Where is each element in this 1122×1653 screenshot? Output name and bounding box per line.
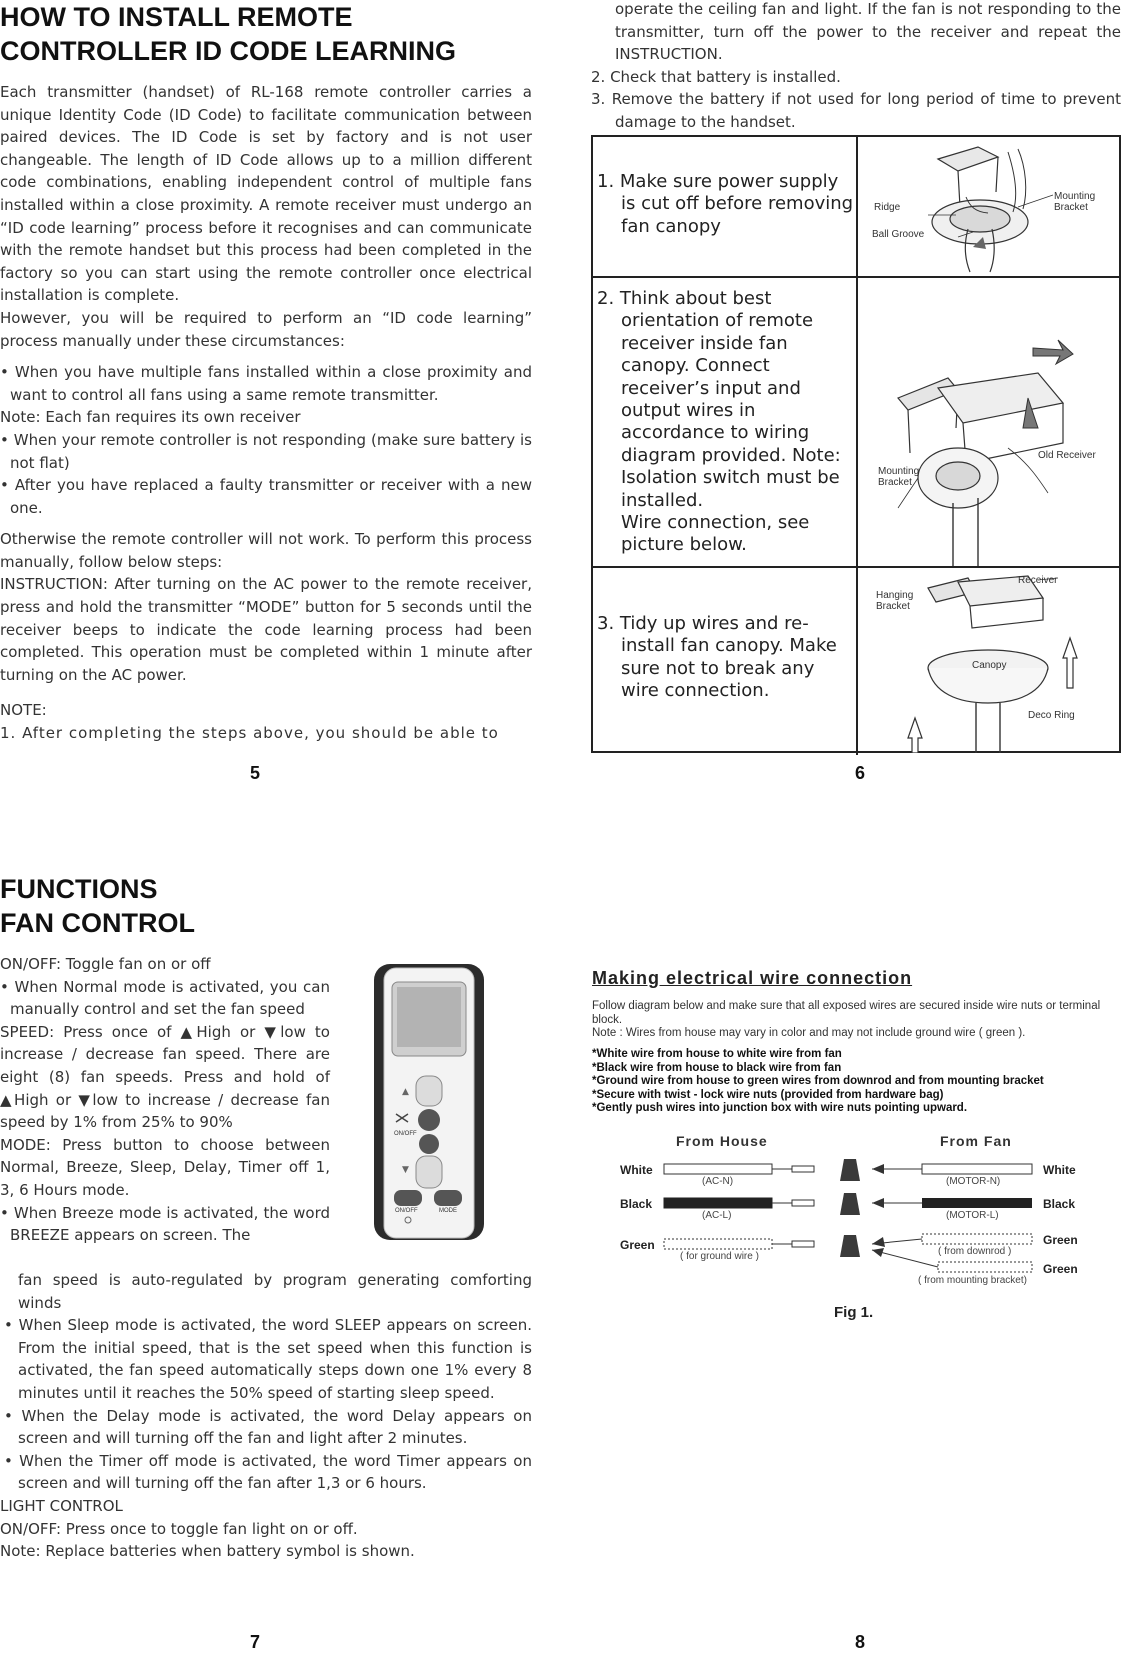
fan-white-label: White	[1043, 1163, 1076, 1177]
page-number-5: 5	[250, 763, 261, 783]
page7-title-line1: FUNCTIONS	[0, 874, 158, 904]
page7-title-line2: FAN CONTROL	[0, 908, 195, 938]
fan-onoff-text: ON/OFF: Toggle fan on or off	[0, 955, 211, 973]
label-hanging-bracket: Bracket	[876, 601, 910, 612]
wire-description	[592, 1000, 1112, 1041]
page-number-7: 7	[250, 1632, 261, 1652]
ac-l-label: (AC-L)	[702, 1210, 732, 1221]
breeze-text-b: fan speed is auto-regulated by program generating comforting winds	[18, 1271, 532, 1312]
note-3: 3. Remove the battery if not used for long period of time to prevent damage to the handset.	[591, 90, 1121, 131]
label-bracket-1: Bracket	[1054, 202, 1088, 213]
instruction-paragraph: INSTRUCTION: After turning on the AC power to the remote receiver, press and hold the transmitter “MODE” button for 5 seconds until the receiver beeps to indicate the code learning process had been completed. This operation must be completed within 1 minute after turning on the AC power.	[0, 575, 532, 684]
fan-green-bracket-label: Green	[1043, 1262, 1078, 1276]
label-old-receiver: Old Receiver	[1038, 450, 1096, 461]
step-2-figure	[858, 278, 1119, 566]
step-1-label: 1. Make sure power supply is cut off before removing fan canopy	[597, 171, 854, 237]
receiver-orientation-illustration	[858, 278, 1120, 566]
step-1-text	[593, 137, 858, 276]
page6-notes	[591, 0, 1121, 134]
wiring-lines	[592, 1125, 1122, 1315]
remote-controller-drawing	[372, 962, 486, 1242]
svg-text:▲: ▲	[402, 1087, 409, 1097]
from-house-heading: From House	[676, 1133, 768, 1149]
step-2-text	[593, 278, 858, 566]
wire-desc-2: Note : Wires from house may vary in color and may not include ground wire ( green ).	[592, 1027, 1026, 1039]
remote-onoff-button-label: ON/OFF	[395, 1208, 418, 1214]
page5-title-line2: CONTROLLER ID CODE LEARNING	[0, 36, 456, 66]
wiring-diagram	[592, 1125, 1122, 1315]
label-ball-groove: Ball Groove	[872, 229, 925, 240]
however-paragraph: However, you will be required to perform an “ID code learning” process manually under these circumstances:	[0, 308, 532, 350]
page-number-8: 8	[855, 1632, 866, 1652]
wire-rule: *Secure with twist - lock wire nuts (provided from hardware bag)	[592, 1088, 944, 1101]
wire-connection-title: Making electrical wire connection	[592, 968, 913, 988]
intro-paragraph: Each transmitter (handset) of RL-168 remote controller carries a unique Identity Code (ID Code) to facilitate communication between paired devices. The ID Code is set by factory and is not user changeable. The length of ID Code allows up to a million different code combinations, enabling independent control of multiple fans installed within a close proximity. A remote receiver must undergo an “ID code learning” process before it recognises and can communicate with the remote handset but this process had been completed in the factory so you can start using the remote controller once electrical installation is complete.	[0, 83, 532, 305]
label-mounting-2: Mounting	[878, 466, 920, 477]
remote-controller-image	[372, 962, 486, 1242]
page7-title	[0, 872, 195, 940]
page5-title-line1: HOW TO INSTALL REMOTE	[0, 2, 353, 32]
page5-title	[0, 0, 456, 68]
page7-full-column	[0, 1269, 532, 1563]
bullet-multiple-fans: • When you have multiple fans installed within a close proximity and want to control all fans using a same remote transmitter.	[0, 363, 532, 404]
note-1-continued: operate the ceiling fan and light. If the fan is not responding to the transmitter, turn off the power to the receiver and repeat the INSTRUCTION.	[615, 0, 1121, 64]
bullet-replaced: • After you have replaced a faulty transmitter or receiver with a new one.	[0, 476, 532, 517]
fan-green-downrod-label: Green	[1043, 1233, 1078, 1247]
house-green-label: Green	[620, 1238, 655, 1252]
step-2-wire-note: Wire connection, see picture below.	[621, 512, 810, 556]
label-hanging: Hanging	[876, 590, 914, 601]
from-bracket-label: ( from mounting bracket)	[918, 1275, 1027, 1286]
step-row-1	[593, 137, 1119, 278]
step-row-2	[593, 278, 1119, 568]
breeze-text-a: • When Breeze mode is activated, the word BREEZE appears on screen. The	[0, 1203, 330, 1245]
wire-desc-1: Follow diagram below and make sure that all exposed wires are secured inside wire nuts or terminal block.	[592, 1000, 1101, 1026]
step-3-figure	[858, 568, 1119, 755]
label-mounting-1: Mounting	[1054, 191, 1096, 202]
step-row-3	[593, 568, 1119, 755]
motor-n-label: (MOTOR-N)	[946, 1176, 1001, 1187]
note-1: 1. After completing the steps above, you should be able to	[0, 724, 499, 743]
wire-rule: *Gently push wires into junction box with wire nuts pointing upward.	[592, 1102, 968, 1114]
bullet-not-responding: • When your remote controller is not responding (make sure battery is not flat)	[0, 430, 532, 472]
label-ridge: Ridge	[874, 202, 901, 213]
house-white-label: White	[620, 1163, 653, 1177]
ac-n-label: (AC-N)	[702, 1176, 734, 1187]
mode-text: MODE: Press button to choose between Normal, Breeze, Sleep, Delay, Timer off 1, 3, 6 Hours mode.	[0, 1135, 330, 1199]
wire-rule: *Black wire from house to black wire from fan	[592, 1061, 842, 1074]
speed-text: SPEED: Press once of ▲High or ▼low to increase / decrease fan speed. There are eight (8) fan speeds. Press and hold of ▲High or ▼low to increase / decrease fan speed by 1% from 25% to 90%	[0, 1022, 330, 1132]
note-label: NOTE:	[0, 701, 47, 720]
remote-onoff-label: ON/OFF	[394, 1131, 417, 1137]
note-2: 2. Check that battery is installed.	[591, 67, 841, 86]
wire-rules	[592, 1048, 1122, 1116]
sleep-text: • When Sleep mode is activated, the word SLEEP appears on screen. From the initial speed, that is the set speed when this function is activated, the fan speed automatically steps down one 1% every 8 minutes until it reaches the 50% speed of starting sleep speed.	[4, 1316, 532, 1402]
installation-steps-table	[591, 135, 1121, 753]
label-receiver: Receiver	[1018, 575, 1058, 586]
from-downrod-label: ( from downrod )	[938, 1246, 1012, 1257]
step-2-label: 2. Think about best orientation of remote receiver inside fan canopy. Connect receiver’s input and output wires in accordance to wiring diagram provided. Note: Isolation switch must be installed.	[597, 288, 841, 511]
note-receiver: Note: Each fan requires its own receiver	[0, 408, 301, 427]
fan-black-label: Black	[1043, 1197, 1076, 1211]
remote-mode-button-label: MODE	[439, 1208, 457, 1214]
house-black-label: Black	[620, 1197, 653, 1211]
normal-mode-text: • When Normal mode is activated, you can manually control and set the fan speed	[0, 977, 330, 1019]
label-bracket-2: Bracket	[878, 477, 912, 488]
step-3-text	[593, 568, 858, 755]
delay-text: • When the Delay mode is activated, the word Delay appears on screen and will turning off the fan and light after 2 minutes.	[4, 1406, 532, 1448]
page7-left-column	[0, 953, 330, 1247]
light-control-heading: LIGHT CONTROL	[0, 1496, 123, 1515]
light-onoff-text: ON/OFF: Press once to toggle fan light on or off.	[0, 1519, 358, 1538]
wire-rule: *White wire from house to white wire from fan	[592, 1048, 842, 1060]
otherwise-paragraph: Otherwise the remote controller will not work. To perform this process manually, follow below steps:	[0, 530, 532, 571]
for-ground-label: ( for ground wire )	[680, 1251, 759, 1262]
battery-note: Note: Replace batteries when battery symbol is shown.	[0, 1542, 415, 1561]
timer-text: • When the Timer off mode is activated, the word Timer appears on screen and will turning off the fan after 1,3 or 6 hours.	[4, 1451, 532, 1493]
wire-rule: *Ground wire from house to green wires from downrod and from mounting bracket	[592, 1075, 1044, 1087]
page5-body	[0, 81, 532, 745]
step-3-label: 3. Tidy up wires and re-install fan canopy. Make sure not to break any wire connection.	[597, 613, 837, 702]
motor-l-label: (MOTOR-L)	[946, 1210, 999, 1221]
from-fan-heading: From Fan	[940, 1133, 1012, 1149]
figure-caption: Fig 1.	[834, 1304, 874, 1321]
label-deco-ring: Deco Ring	[1028, 710, 1075, 721]
step-1-figure	[858, 137, 1119, 276]
page-number-6: 6	[855, 763, 866, 783]
label-canopy: Canopy	[972, 660, 1007, 671]
svg-text:▼: ▼	[402, 1165, 409, 1175]
